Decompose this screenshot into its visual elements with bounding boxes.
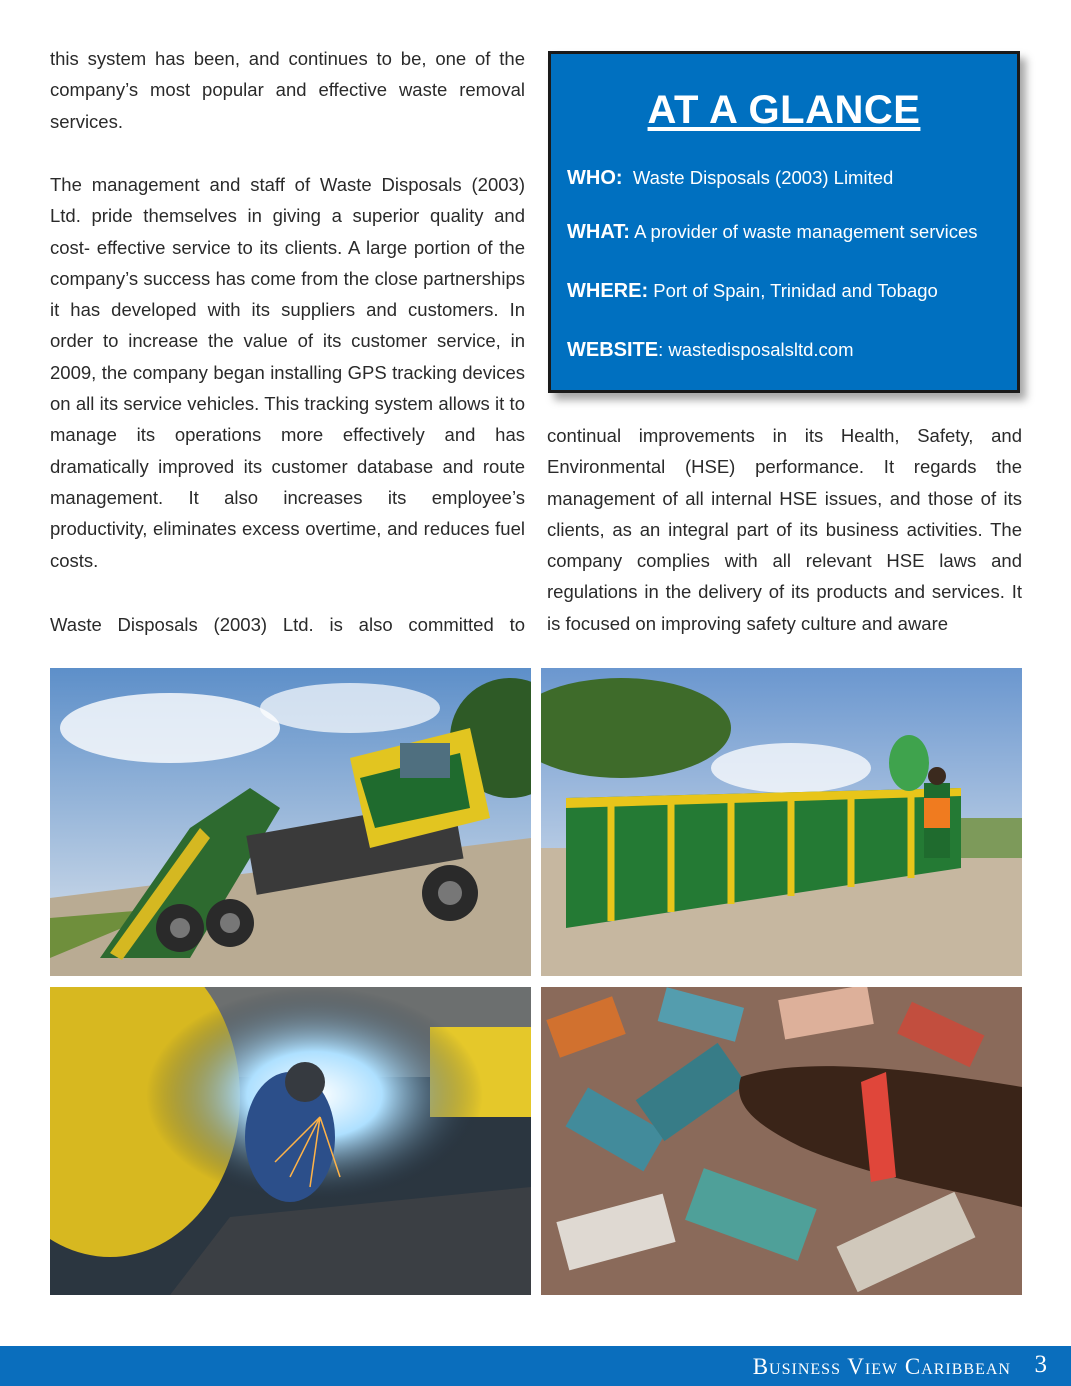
glance-who	[567, 167, 1009, 190]
glance-who-value: Waste Disposals (2003) Limited	[632, 167, 894, 188]
glance-who-label: WHO:	[567, 167, 623, 189]
glance-website-label: WEBSITE	[567, 339, 659, 361]
glance-website	[567, 339, 1009, 362]
photo-recyclables	[541, 987, 1022, 1295]
glance-what-value: A provider of waste management services	[634, 221, 978, 242]
footer-publication-name: Business View Caribbean	[752, 1354, 1011, 1379]
worker-loading-skip-bin-icon	[541, 668, 1022, 976]
glance-title: AT A GLANCE	[647, 88, 921, 132]
glance-where	[567, 280, 1009, 303]
glance-where-label: WHERE:	[567, 280, 649, 302]
glance-where-value: Port of Spain, Trinidad and Tobago	[653, 280, 938, 301]
page-number: 3	[1034, 1351, 1047, 1378]
at-a-glance-box	[548, 51, 1020, 393]
article-paragraph-2: The management and staff of Waste Disposals (2003) Ltd. pride themselves in giving a superior quality and cost- effective service to its clients. A large portion of the company’s success has come from the close partnerships it has developed with its suppliers and customers. In order to increase the value of its customer service, in 2009, the company began installing GPS tracking devices on all its service vehicles. This tracking system allows it to manage its operations more effectively and has dramatically improved its customer database and route management. It also increases its employee’s productivity, eliminates excess overtime, and reduces fuel costs.	[50, 174, 525, 571]
photo-truck	[50, 668, 531, 976]
article-paragraph-3: Waste Disposals (2003) Ltd. is also committed to	[50, 614, 525, 635]
footer-bar	[0, 1346, 1071, 1386]
glance-website-value: : wastedisposalsltd.com	[658, 339, 854, 360]
welder-sparks-icon	[50, 987, 531, 1295]
photo-welder	[50, 987, 531, 1295]
photo-skip-bin	[541, 668, 1022, 976]
hand-sorting-recyclables-icon	[541, 987, 1022, 1295]
green-yellow-roll-off-truck-icon	[50, 668, 531, 976]
glance-what	[567, 221, 1009, 244]
article-paragraph-1: this system has been, and continues to be, one of the company’s most popular and effective waste removal services.	[50, 48, 525, 132]
glance-what-label: WHAT:	[567, 221, 630, 243]
article-paragraph-4: continual improvements in its Health, Safety, and Environmental (HSE) performance. It regards the management of all internal HSE issues, and those of its clients, as an integral part of its business activities. The company complies with all relevant HSE laws and regulations in the delivery of its products and services. It is focused on improving safety culture and aware	[547, 425, 1022, 634]
